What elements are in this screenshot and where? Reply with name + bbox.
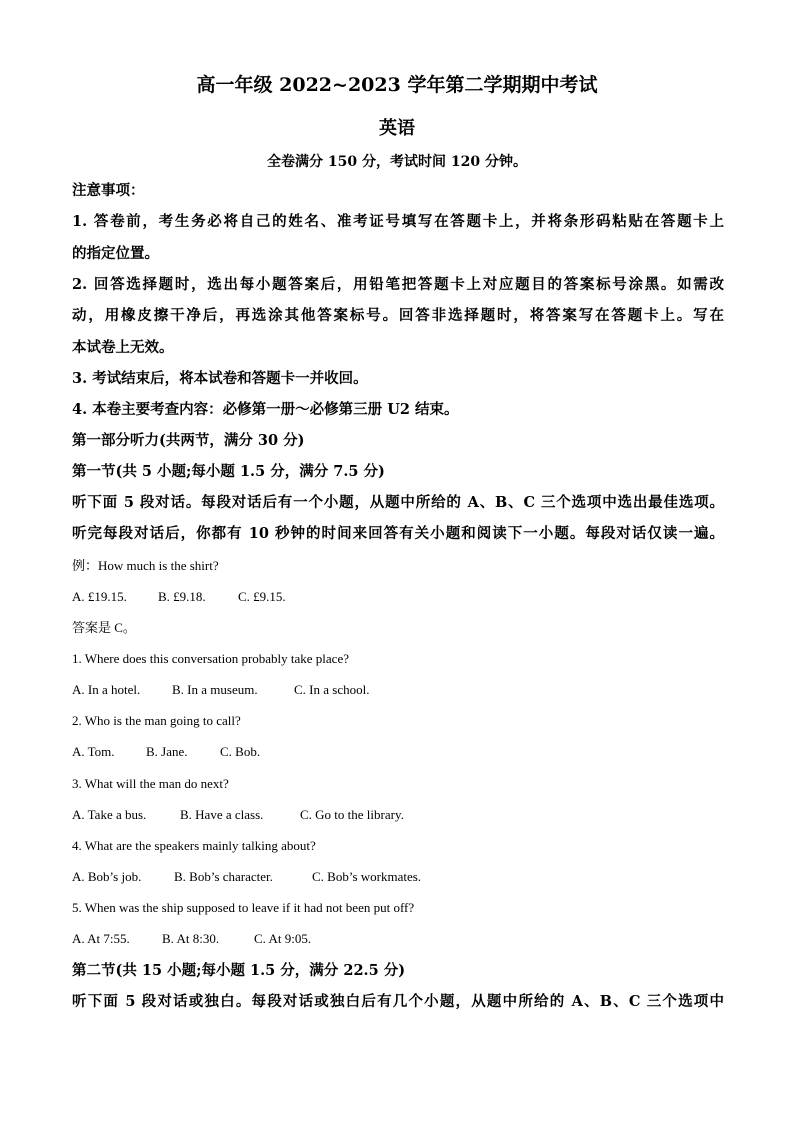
notes-heading: 注意事项： [72,182,145,199]
question-5-options [72,929,724,949]
example-option-b: B. £9.18. [158,589,206,604]
q3-option-b: B. Have a class. [180,807,264,822]
question-2-options [72,742,724,762]
example-answer: 答案是 C。 [72,620,136,635]
q2-option-c: C. Bob. [220,744,261,759]
example-option-a: A. £19.15. [72,589,127,604]
exam-title: 高一年级 2022~2023 学年第二学期期中考试 [196,74,598,96]
notes-item-1-line-2: 的指定位置。 [72,245,159,262]
example-question: 例：How much is the shirt? [72,558,219,573]
question-3-options [72,805,724,825]
q3-option-a: A. Take a bus. [72,807,147,822]
exam-info: 全卷满分 150 分，考试时间 120 分钟。 [267,154,527,170]
section2-heading: 第二节(共 15 小题;每小题 1.5 分，满分 22.5 分) [72,962,406,979]
example-option-c: C. £9.15. [238,589,286,604]
q1-option-c: C. In a school. [294,682,370,697]
q5-option-a: A. At 7:55. [72,931,130,946]
q1-option-a: A. In a hotel. [72,682,141,697]
question-3: 3. What will the man do next? [72,776,229,791]
notes-item-3: 3. 考试结束后，将本试卷和答题卡一并收回。 [72,370,368,387]
q1-option-b: B. In a museum. [172,682,258,697]
q4-option-b: B. Bob’s character. [174,869,273,884]
question-2: 2. Who is the man going to call? [72,713,241,728]
section2-instruction-line-1: 听下面 5 段对话或独白。每段对话或独白后有几个小题，从题中所给的 A、B、C 三个选项中 [72,993,724,1010]
q2-option-a: A. Tom. [72,744,115,759]
q5-option-c: C. At 9:05. [254,931,312,946]
section1-instruction-line-2: 听完每段对话后，你都有 10 秒钟的时间来回答有关小题和阅读下一小题。每段对话仅读一遍。 [72,525,724,542]
q5-option-b: B. At 8:30. [162,931,220,946]
subject-title: 英语 [379,118,415,139]
question-4-options [72,867,724,887]
q2-option-b: B. Jane. [146,744,188,759]
question-1-options [72,680,724,700]
question-1: 1. Where does this conversation probably take place? [72,651,349,666]
notes-item-2-line-1: 2. 回答选择题时，选出每小题答案后，用铅笔把答题卡上对应题目的答案标号涂黑。如需改 [72,276,724,293]
q3-option-c: C. Go to the library. [300,807,404,822]
question-4: 4. What are the speakers mainly talking about? [72,838,316,853]
notes-item-2-line-2: 动，用橡皮擦干净后，再选涂其他答案标号。回答非选择题时，将答案写在答题卡上。写在 [72,307,724,324]
example-options [72,587,724,607]
part1-heading: 第一部分听力(共两节，满分 30 分) [72,432,305,449]
q4-option-c: C. Bob’s workmates. [312,869,422,884]
question-5: 5. When was the ship supposed to leave if it had not been put off? [72,900,415,915]
notes-item-2-line-3: 本试卷上无效。 [72,339,174,356]
section1-heading: 第一节(共 5 小题;每小题 1.5 分，满分 7.5 分) [72,463,385,480]
q4-option-a: A. Bob’s job. [72,869,142,884]
notes-item-1-line-1: 1. 答卷前，考生务必将自己的姓名、准考证号填写在答题卡上，并将条形码粘贴在答题卡上 [72,213,724,230]
section1-instruction-line-1: 听下面 5 段对话。每段对话后有一个小题，从题中所给的 A、B、C 三个选项中选出最佳选项。 [72,494,724,511]
notes-item-4: 4. 本卷主要考查内容：必修第一册～必修第三册 U2 结束。 [72,401,459,418]
